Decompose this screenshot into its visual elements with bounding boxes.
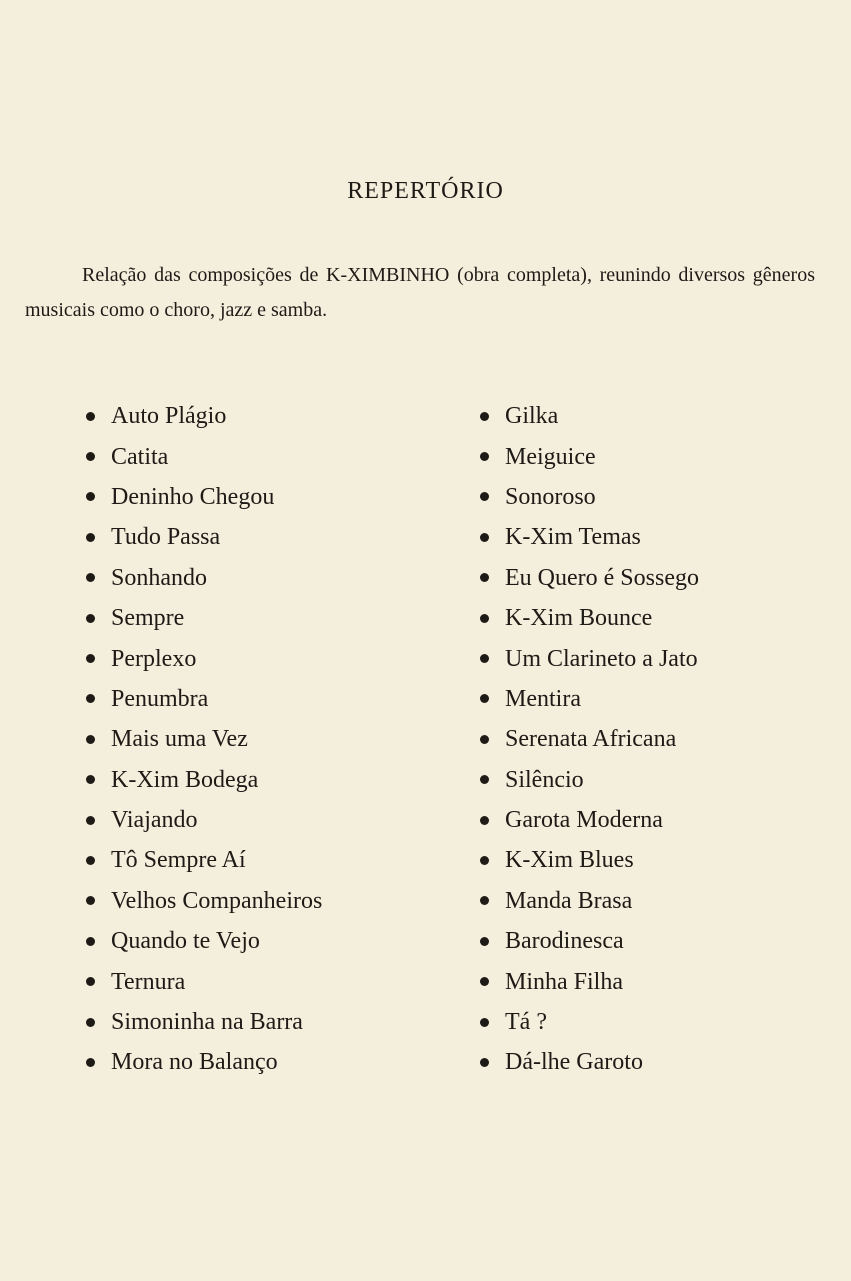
song-title: Silêncio: [505, 766, 584, 793]
song-title: Tá ?: [505, 1009, 547, 1036]
list-item: [86, 477, 322, 517]
bullet-icon: [480, 694, 489, 703]
song-title: K-Xim Bodega: [111, 766, 259, 793]
song-title: Meiguice: [505, 443, 596, 470]
bullet-icon: [86, 533, 95, 542]
song-title: Gilka: [505, 403, 559, 430]
bullet-icon: [480, 735, 489, 744]
bullet-icon: [86, 775, 95, 784]
song-title: Penumbra: [111, 685, 209, 712]
list-item: [480, 1042, 699, 1082]
list-item: [480, 760, 699, 800]
list-item: [86, 1002, 322, 1042]
list-item: [480, 961, 699, 1001]
list-item: [86, 921, 322, 961]
bullet-icon: [86, 654, 95, 663]
bullet-icon: [480, 896, 489, 905]
song-title: K-Xim Temas: [505, 524, 641, 551]
list-item: [86, 436, 322, 476]
song-title: Tô Sempre Aí: [111, 847, 246, 874]
bullet-icon: [480, 775, 489, 784]
bullet-icon: [86, 1018, 95, 1027]
list-item: [86, 961, 322, 1001]
bullet-icon: [480, 654, 489, 663]
list-item: [86, 800, 322, 840]
list-item: [480, 638, 699, 678]
list-item: [480, 396, 699, 436]
song-title: Mora no Balanço: [111, 1049, 278, 1076]
song-title: Ternura: [111, 968, 186, 995]
list-item: [86, 638, 322, 678]
bullet-icon: [86, 1058, 95, 1067]
song-title: Eu Quero é Sossego: [505, 564, 699, 591]
bullet-icon: [480, 816, 489, 825]
song-title: Tudo Passa: [111, 524, 221, 551]
list-item: [86, 679, 322, 719]
list-item: [86, 1042, 322, 1082]
list-item: [86, 558, 322, 598]
list-item: [480, 800, 699, 840]
list-item: [480, 921, 699, 961]
song-title: K-Xim Bounce: [505, 605, 653, 632]
bullet-icon: [480, 452, 489, 461]
song-title: Velhos Companheiros: [111, 887, 323, 914]
intro-paragraph: Relação das composições de K-XIMBINHO (obra completa), reunindo diversos gêneros musicais como o choro, jazz e samba.: [25, 264, 815, 321]
bullet-icon: [86, 614, 95, 623]
song-title: Um Clarineto a Jato: [505, 645, 698, 672]
song-title: Simoninha na Barra: [111, 1009, 303, 1036]
bullet-icon: [480, 856, 489, 865]
song-title: Deninho Chegou: [111, 483, 275, 510]
song-title: Garota Moderna: [505, 807, 663, 834]
song-title: Viajando: [111, 807, 198, 834]
song-title: Manda Brasa: [505, 887, 633, 914]
song-title: Quando te Vejo: [111, 928, 260, 955]
list-item: [480, 477, 699, 517]
list-item: [480, 558, 699, 598]
list-item: [480, 881, 699, 921]
song-title: Auto Plágio: [111, 403, 227, 430]
list-item: [86, 881, 322, 921]
bullet-icon: [480, 614, 489, 623]
bullet-icon: [86, 492, 95, 501]
bullet-icon: [86, 573, 95, 582]
bullet-icon: [86, 735, 95, 744]
list-item: [86, 396, 322, 436]
bullet-icon: [480, 533, 489, 542]
page-title: REPERTÓRIO: [347, 178, 504, 204]
song-title: Catita: [111, 443, 169, 470]
bullet-icon: [86, 937, 95, 946]
bullet-icon: [86, 896, 95, 905]
song-title: Mais uma Vez: [111, 726, 248, 753]
bullet-icon: [480, 1018, 489, 1027]
list-item: [480, 719, 699, 759]
bullet-icon: [86, 856, 95, 865]
bullet-icon: [480, 412, 489, 421]
list-item: [480, 517, 699, 557]
bullet-icon: [86, 694, 95, 703]
repertoire-list-left: [86, 396, 322, 1083]
song-title: Perplexo: [111, 645, 197, 672]
song-title: Mentira: [505, 685, 581, 712]
bullet-icon: [86, 816, 95, 825]
list-item: [86, 517, 322, 557]
bullet-icon: [86, 452, 95, 461]
song-title: Sonhando: [111, 564, 207, 591]
list-item: [480, 679, 699, 719]
bullet-icon: [480, 937, 489, 946]
list-item: [86, 760, 322, 800]
bullet-icon: [86, 977, 95, 986]
list-item: [86, 840, 322, 880]
song-title: Minha Filha: [505, 968, 623, 995]
repertoire-list-right: [480, 396, 699, 1083]
bullet-icon: [480, 492, 489, 501]
bullet-icon: [86, 412, 95, 421]
list-item: [480, 436, 699, 476]
song-title: Sempre: [111, 605, 185, 632]
song-title: Sonoroso: [505, 483, 596, 510]
list-item: [86, 598, 322, 638]
bullet-icon: [480, 1058, 489, 1067]
list-item: [480, 598, 699, 638]
list-item: [480, 1002, 699, 1042]
bullet-icon: [480, 977, 489, 986]
list-item: [480, 840, 699, 880]
song-title: Serenata Africana: [505, 726, 677, 753]
song-title: K-Xim Blues: [505, 847, 634, 874]
song-title: Dá-lhe Garoto: [505, 1049, 643, 1076]
list-item: [86, 719, 322, 759]
bullet-icon: [480, 573, 489, 582]
song-title: Barodinesca: [505, 928, 624, 955]
